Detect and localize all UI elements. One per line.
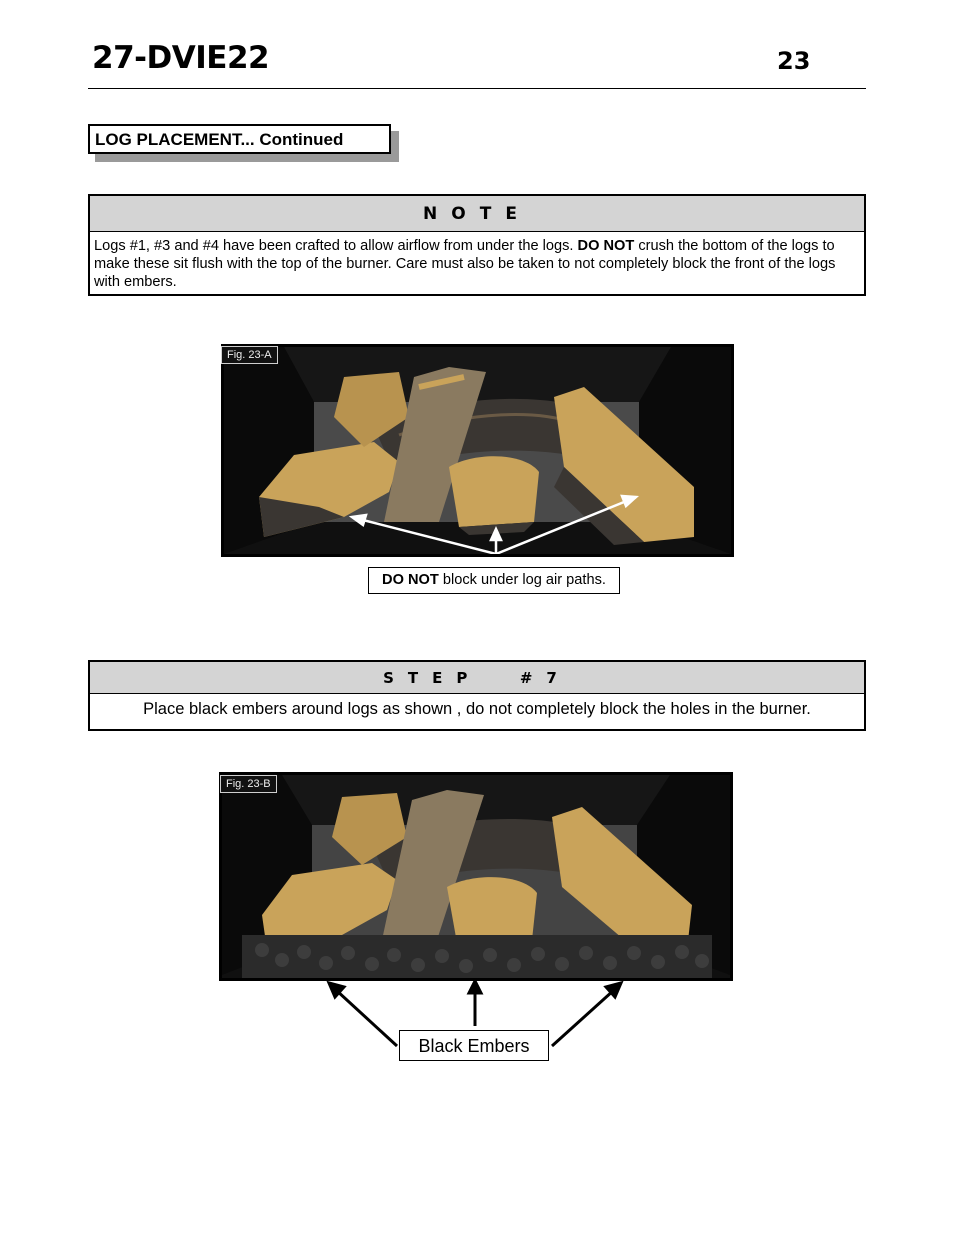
step-heading: STEP #7 xyxy=(90,662,864,694)
document-title: 27-DVIE22 xyxy=(92,40,270,76)
section-heading: LOG PLACEMENT... Continued xyxy=(95,130,344,149)
figure-23b-callout: Black Embers xyxy=(399,1030,549,1061)
note-text-emphasis: DO NOT xyxy=(577,238,635,254)
figure-23b-photo xyxy=(219,772,733,981)
figure-23a-callout xyxy=(368,567,620,594)
page-number: 23 xyxy=(777,47,811,75)
callout-text: block under log air paths. xyxy=(438,572,606,588)
figure-23a-label: Fig. 23-A xyxy=(221,346,278,364)
note-heading: NOTE xyxy=(90,196,864,232)
step-box xyxy=(88,660,866,731)
note-box xyxy=(88,194,866,296)
log-set-with-embers-illustration xyxy=(222,775,730,978)
callout-emphasis: DO NOT xyxy=(382,572,439,588)
step-instruction: Place black embers around logs as shown , do not completely block the holes in the burner. xyxy=(143,700,811,718)
note-body xyxy=(94,237,860,291)
note-text-part2: crush the bottom of the logs to make these sit flush with the top of the burner. Care must also be taken to not completely block the front of the logs with embers. xyxy=(94,238,836,290)
figure-23b-label: Fig. 23-B xyxy=(220,775,277,793)
note-text-part1: Logs #1, #3 and #4 have been crafted to allow airflow from under the logs. xyxy=(94,238,578,254)
header-divider xyxy=(88,88,866,89)
log-set-illustration xyxy=(224,347,731,554)
figure-23a-photo xyxy=(221,344,734,557)
